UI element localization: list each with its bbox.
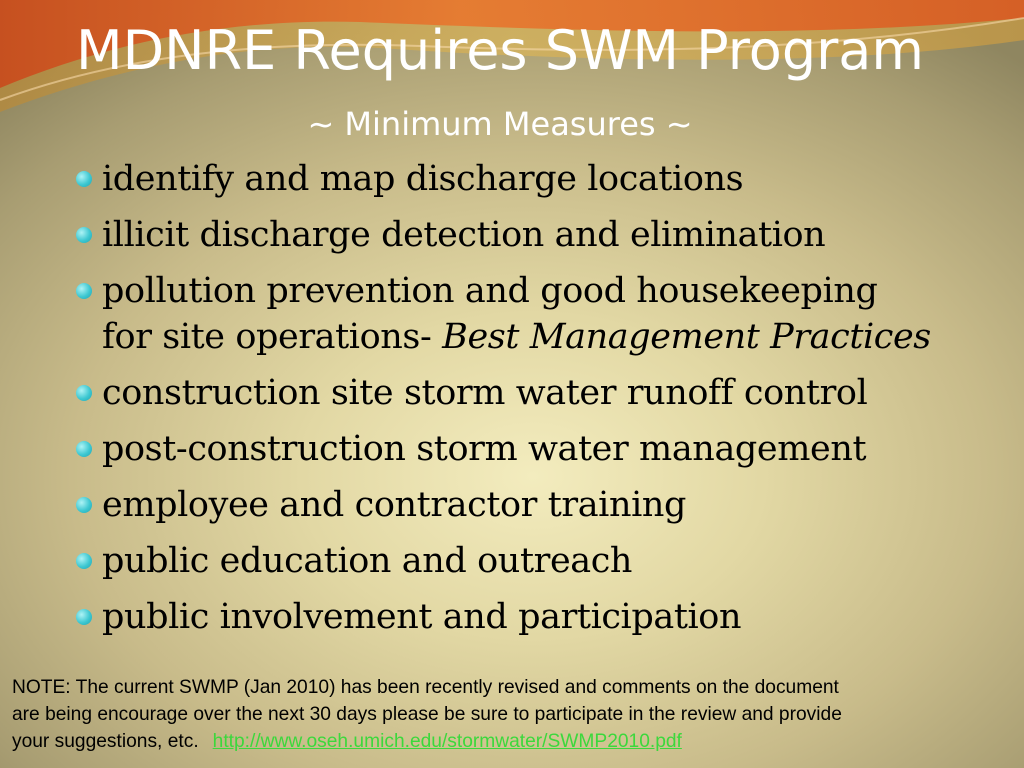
bullet-public-education xyxy=(76,538,1006,584)
bullet-illicit-discharge xyxy=(76,212,1006,258)
bullet-text-plain: for site operations- xyxy=(102,317,443,357)
bullet-text-emphasis: Best Management Practices xyxy=(442,317,931,357)
bullet-identify-map xyxy=(76,156,1006,202)
swmp-document-link[interactable]: http://www.oseh.umich.edu/stormwater/SWMP2010.pdf xyxy=(212,731,682,752)
slide-subtitle: ~ Minimum Measures ~ xyxy=(307,105,693,143)
note-line-1: NOTE: The current SWMP (Jan 2010) has been recently revised and comments on the document xyxy=(12,677,839,698)
note-line-2: are being encourage over the next 30 days please be sure to participate in the review and provide xyxy=(12,704,842,725)
minimum-measures-list xyxy=(76,156,1006,650)
bullet-text-continued xyxy=(102,314,1006,360)
bullet-post-construction xyxy=(76,426,1006,472)
bullet-training xyxy=(76,482,1006,528)
bullet-dot-icon xyxy=(76,497,92,513)
slide-title: MDNRE Requires SWM Program xyxy=(76,19,924,82)
bullet-dot-icon xyxy=(76,227,92,243)
bullet-text: public education and outreach xyxy=(102,541,633,581)
footer-note xyxy=(12,674,1012,755)
bullet-text: construction site storm water runoff control xyxy=(102,373,868,413)
bullet-dot-icon xyxy=(76,171,92,187)
note-line-3 xyxy=(12,728,1012,755)
bullet-pollution-prevention xyxy=(76,268,1006,360)
bullet-dot-icon xyxy=(76,553,92,569)
bullet-text: illicit discharge detection and elimination xyxy=(102,215,826,255)
bullet-text: identify and map discharge locations xyxy=(102,159,744,199)
bullet-dot-icon xyxy=(76,283,92,299)
bullet-construction-runoff xyxy=(76,370,1006,416)
bullet-text: pollution prevention and good housekeeping xyxy=(102,271,878,311)
bullet-dot-icon xyxy=(76,609,92,625)
bullet-text: employee and contractor training xyxy=(102,485,687,525)
note-line-3-text: your suggestions, etc. xyxy=(12,731,199,752)
bullet-dot-icon xyxy=(76,441,92,457)
bullet-text: public involvement and participation xyxy=(102,597,742,637)
bullet-public-involvement xyxy=(76,594,1006,640)
bullet-text: post-construction storm water management xyxy=(102,429,867,469)
bullet-dot-icon xyxy=(76,385,92,401)
